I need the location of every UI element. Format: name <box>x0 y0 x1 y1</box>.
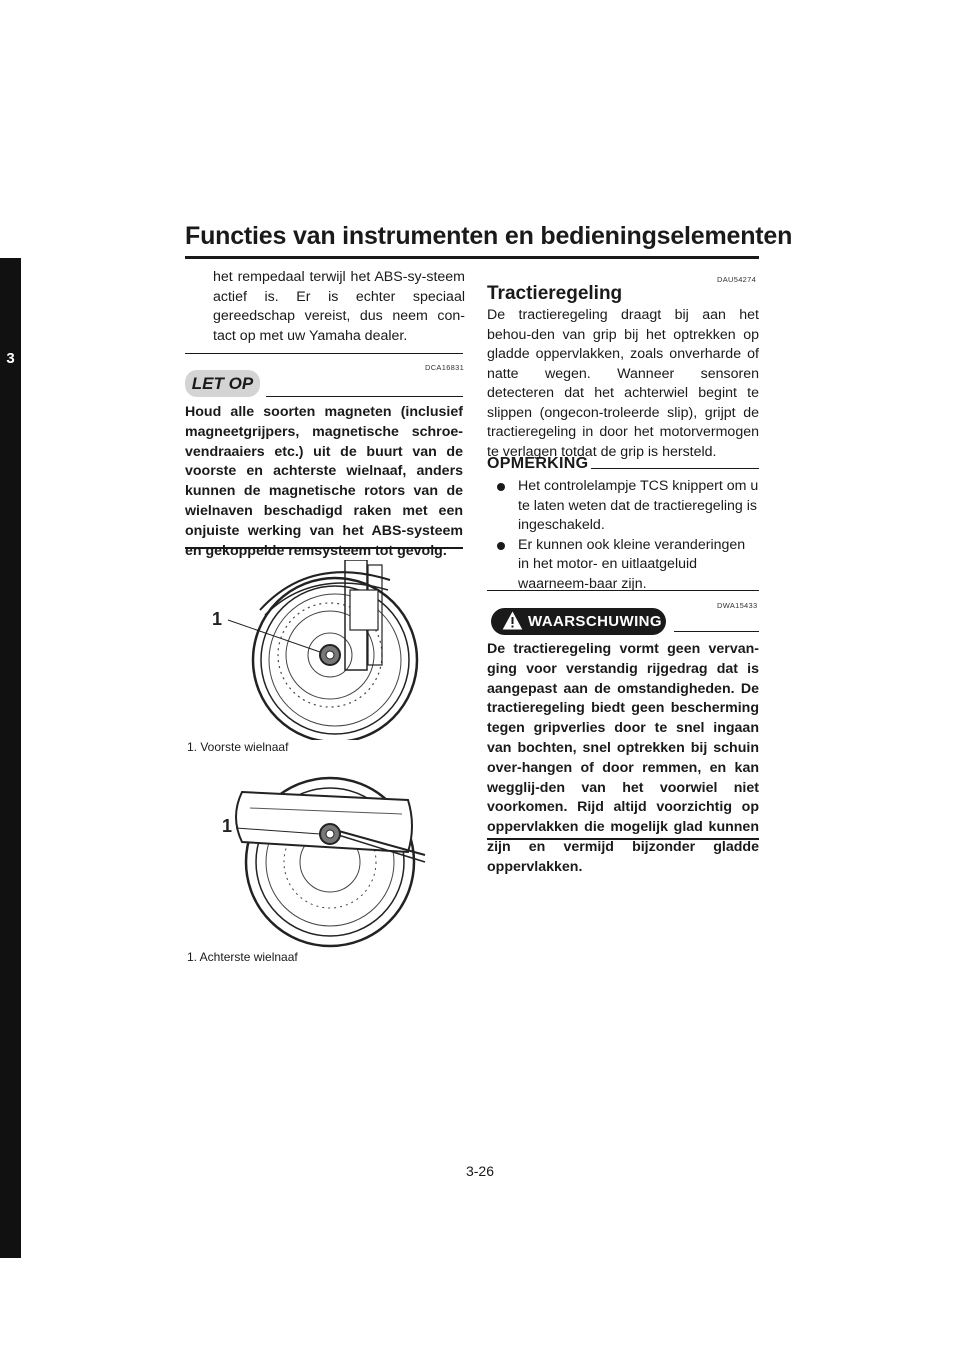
caution-block <box>185 403 463 561</box>
note-item-text: Het controlelampje TCS knippert om u te laten weten dat de tractieregeling is ingeschakeld. <box>518 478 759 533</box>
page-number: 3-26 <box>465 1163 495 1179</box>
note-block <box>487 477 759 594</box>
front-wheel-illustration <box>190 560 430 740</box>
bullet-icon <box>497 483 505 491</box>
rear-callout-label: 1 <box>222 816 233 836</box>
note-item-text: Er kunnen ook kleine veranderingen in het motor- en uitlaatgeluid waarneem-baar zijn. <box>518 536 746 592</box>
caution-top-rule <box>185 353 463 354</box>
front-callout-label: 1 <box>212 609 223 629</box>
caution-badge: LET OP <box>185 370 260 397</box>
left-intro-block <box>185 268 465 346</box>
section-title: Tractieregeling <box>487 283 623 304</box>
note-heading-rule <box>591 468 759 469</box>
page-title: Functies van instrumenten en bedieningselementen <box>185 222 793 250</box>
caution-bottom-rule <box>185 547 463 549</box>
warning-triangle-icon <box>502 611 523 631</box>
note-heading: OPMERKING <box>487 455 589 472</box>
note-list <box>487 477 759 594</box>
rear-wheel-illustration <box>190 770 430 950</box>
section-paragraph: De tractieregeling draagt bij aan het behou-den van grip bij het optrekken op gladde oppervlakken, zoals onverharde of natte wegen. Wanneer sensoren detecteren dat het achterwiel begint te slippen (ongecon-troleerde slip), grijpt de tractieregeling in door het motorvermogen te verlagen totdat de grip is hersteld. <box>487 307 759 460</box>
list-item <box>487 477 759 536</box>
note-bottom-rule <box>487 590 759 591</box>
section-body <box>487 306 759 462</box>
warning-badge-label: WAARSCHUWING <box>528 613 662 630</box>
front-figure-caption: 1. Voorste wielnaaf <box>187 740 289 754</box>
caution-code: DCA16831 <box>425 363 465 372</box>
bullet-icon <box>497 542 505 550</box>
warning-block <box>487 640 759 878</box>
title-rule <box>185 256 759 259</box>
section-code: DAU54274 <box>717 275 757 284</box>
warning-text: De tractieregeling vormt geen vervan-ging voor verstandig rijgedrag dat is aangepast aan de omstandigheden. De tractieregeling biedt geen bescherming tegen gripverlies door te snel ingaan van bochten, snel optrekken bij schuin over-hangen of door remmen, en kan wegglij-den van het voorwiel niet voorkomen. Rijd altijd voorzichtig op oppervlakken die mogelijk glad kunnen zijn en vermijd bijzonder gladde oppervlakken. <box>487 641 759 875</box>
rear-wheel-figure <box>190 770 430 950</box>
warning-bottom-rule <box>487 838 759 840</box>
front-wheel-figure <box>190 560 430 740</box>
warning-code: DWA15433 <box>717 601 758 610</box>
intro-paragraph: het rempedaal terwijl het ABS-sy-steem actief is. Er is echter speciaal gereedschap vereist, dus neem con-tact op met uw Yamaha dealer. <box>213 269 465 344</box>
chapter-number: 3 <box>6 350 15 367</box>
warning-badge-rule <box>674 631 759 632</box>
caution-badge-rule <box>266 396 463 397</box>
caution-text: Houd alle soorten magneten (inclusief magneetgrijpers, magnetische schroe-vendraaiers etc.) uit de buurt van de voorste en achterste wielnaaf, anders kunnen de magnetische rotors van de wielnaven beschadigd raken met een onjuiste werking van het ABS-systeem en gekoppelde remsysteem tot gevolg. <box>185 404 463 559</box>
list-item <box>487 536 759 595</box>
chapter-tab <box>0 258 21 1258</box>
rear-figure-caption: 1. Achterste wielnaaf <box>187 950 298 964</box>
warning-badge <box>491 608 666 635</box>
